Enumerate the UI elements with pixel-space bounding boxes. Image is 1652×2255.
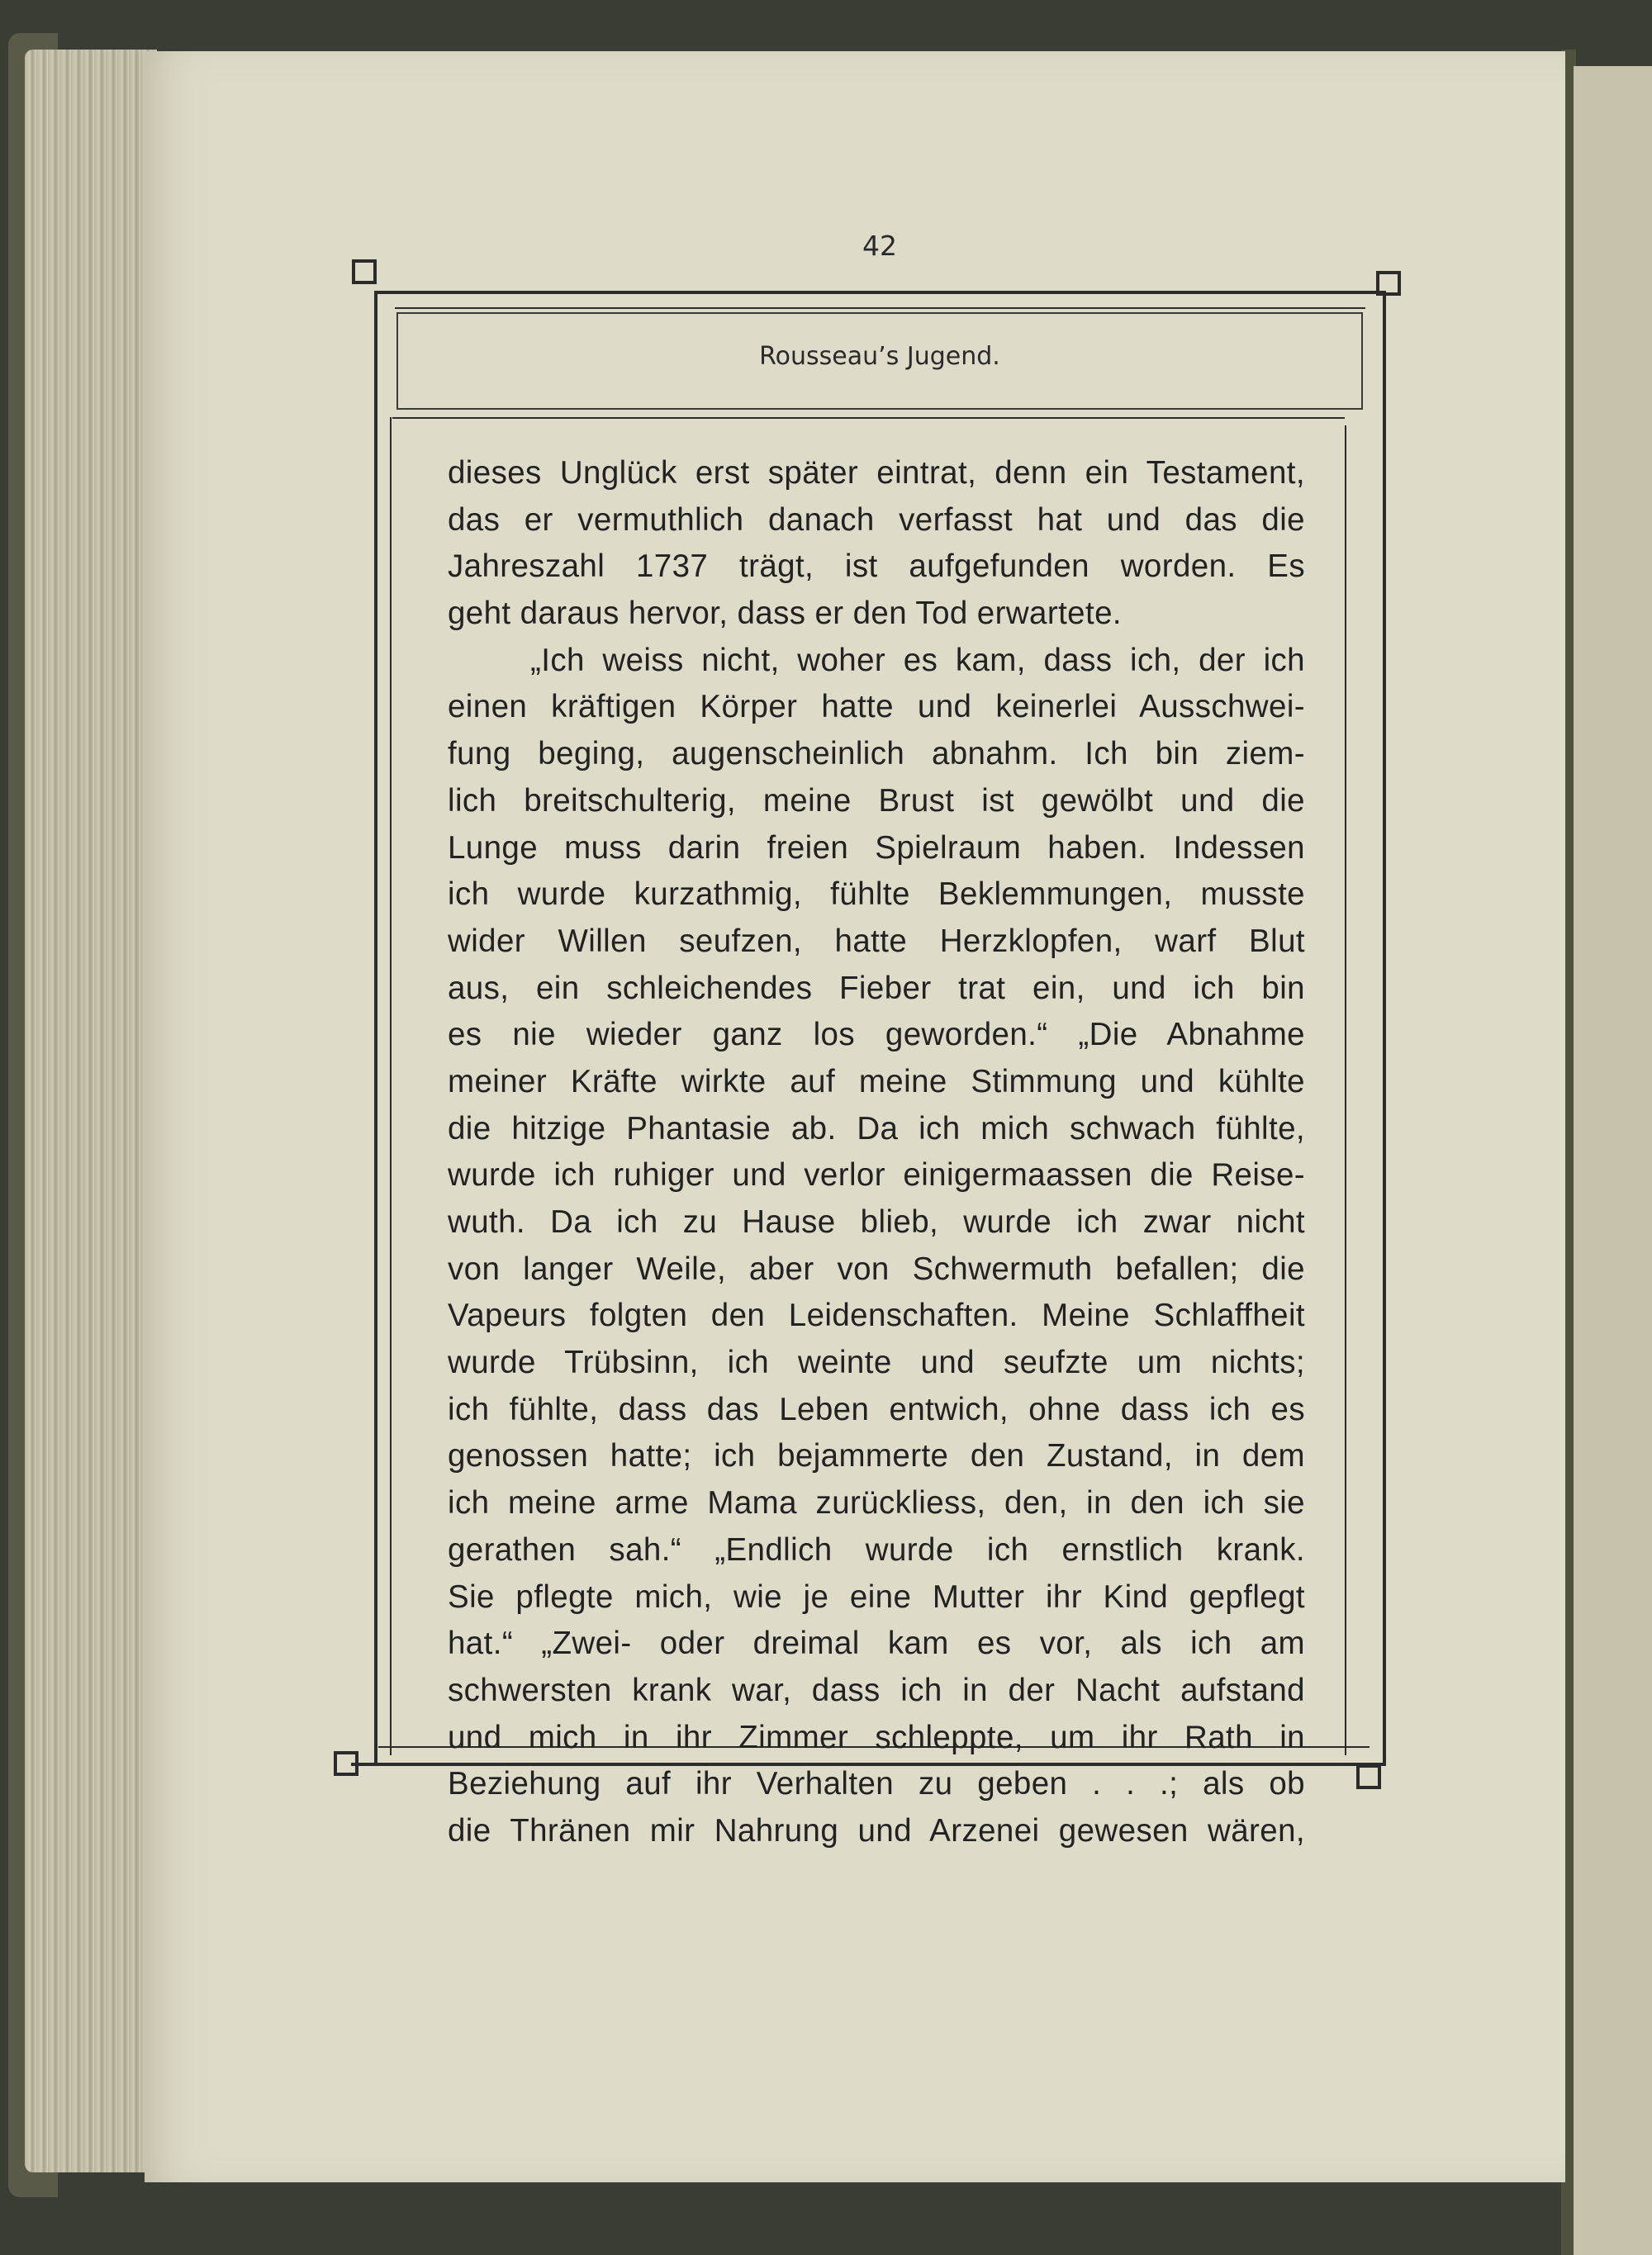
frame-top-inner-line <box>395 307 1365 309</box>
text-line: Sie pflegte mich, wie je eine Mutter ihr Kind gepflegt <box>448 1578 1305 1615</box>
text-line: fung beging, augenscheinlich abnahm. Ich bin ziem- <box>448 736 1305 772</box>
text-line: ich fühlte, dass das Leben entwich, ohne dass ich es <box>448 1391 1305 1427</box>
text-line: aus, ein schleichendes Fieber trat ein, und ich bin <box>448 970 1305 1006</box>
frame-left-line <box>374 291 377 1765</box>
frame-top-line <box>374 291 1386 294</box>
text-line: die Thränen mir Nahrung und Arzenei gewesen wären, <box>448 1812 1305 1849</box>
text-line: das er vermuthlich danach verfasst hat und das die <box>448 501 1305 538</box>
frame-left-inner-line <box>390 417 392 1755</box>
text-line: wurde ich ruhiger und verlor einigermaassen die Reise- <box>448 1157 1305 1194</box>
text-line: gerathen sah.“ „Endlich wurde ich ernstlich krank. <box>448 1531 1305 1568</box>
page-number: 42 <box>862 230 897 262</box>
frame-corner-bottom-left <box>334 1751 358 1776</box>
next-page-edge <box>1574 66 1652 2255</box>
body-text <box>448 450 1305 1855</box>
frame-corner-top-right <box>1376 271 1401 296</box>
text-line: Vapeurs folgten den Leidenschaften. Meine Schlaffheit <box>448 1298 1305 1334</box>
text-line: „Ich weiss nicht, woher es kam, dass ich, der ich <box>530 642 1305 678</box>
text-line: lich breitschulterig, meine Brust ist gewölbt und die <box>448 782 1305 819</box>
frame-right-inner-line <box>1345 425 1346 1755</box>
text-line: genossen hatte; ich bejammerte den Zustand, in dem <box>448 1438 1305 1474</box>
text-line: einen kräftigen Körper hatte und keinerlei Ausschwei- <box>448 689 1305 725</box>
text-line: von langer Weile, aber von Schwermuth befallen; die <box>448 1251 1305 1287</box>
text-line: schwersten krank war, dass ich in der Nacht aufstand <box>448 1672 1305 1708</box>
text-line: geht daraus hervor, dass er den Tod erwartete. <box>448 596 1122 632</box>
page-edges <box>25 50 157 2172</box>
text-line: die hitzige Phantasie ab. Da ich mich schwach fühlte, <box>448 1110 1305 1146</box>
text-line: meiner Kräfte wirkte auf meine Stimmung und kühlte <box>448 1063 1305 1099</box>
text-line: Beziehung auf ihr Verhalten zu geben . . .; als ob <box>448 1766 1305 1802</box>
text-line: dieses Unglück erst später eintrat, denn ein Testament, <box>448 455 1305 491</box>
frame-corner-top-left <box>352 259 377 284</box>
text-line: es nie wieder ganz los geworden.“ „Die Abnahme <box>448 1017 1305 1053</box>
text-line: wider Willen seufzen, hatte Herzklopfen, warf Blut <box>448 923 1305 959</box>
text-line: wuth. Da ich zu Hause blieb, wurde ich zwar nicht <box>448 1204 1305 1240</box>
text-line: Jahreszahl 1737 trägt, ist aufgefunden worden. Es <box>448 548 1305 585</box>
text-line: und mich in ihr Zimmer schleppte, um ihr Rath in <box>448 1719 1305 1755</box>
text-box-top-line <box>392 417 1345 419</box>
frame-right-line <box>1383 291 1386 1765</box>
text-line: ich meine arme Mama zurückliess, den, in den ich sie <box>448 1485 1305 1522</box>
text-line: ich wurde kurzathmig, fühlte Beklemmungen, musste <box>448 876 1305 913</box>
running-head: Rousseau’s Jugend. <box>759 342 1000 371</box>
text-line: Lunge muss darin freien Spielraum haben. Indessen <box>448 829 1305 866</box>
frame-corner-bottom-right <box>1356 1764 1381 1789</box>
text-line: hat.“ „Zwei- oder dreimal kam es vor, als ich am <box>448 1626 1305 1662</box>
text-line: wurde Trübsinn, ich weinte und seufzte um nichts; <box>448 1345 1305 1381</box>
